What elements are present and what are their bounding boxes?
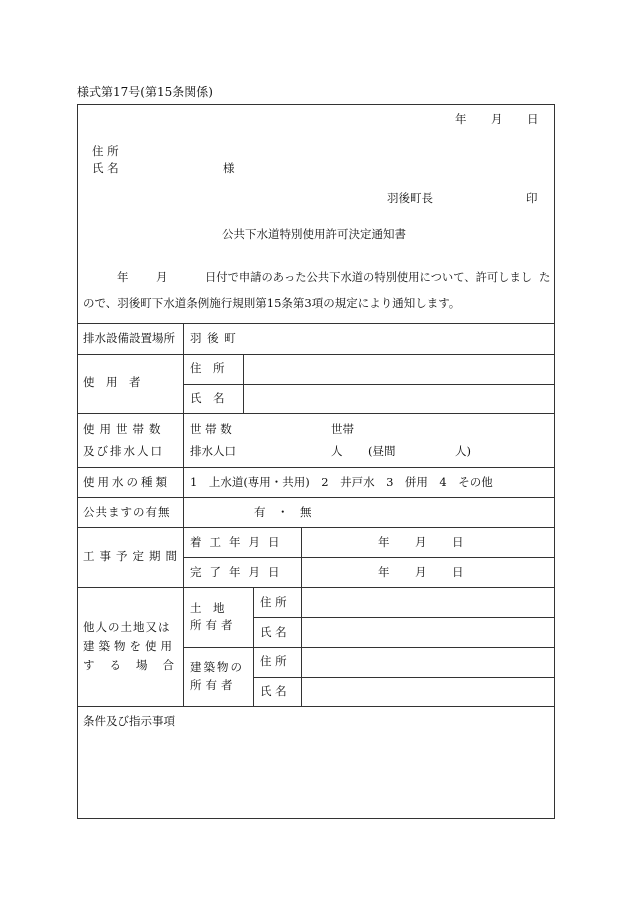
start-year: 年 [378,535,390,549]
owner-type-divider [253,587,254,706]
land-owner-label-line-2: 所有者 [190,618,237,632]
honorific: 様 [223,161,235,175]
start-month: 月 [415,535,427,549]
daytime-population-open: (昼間 [368,444,396,458]
user-address-label: 住 所 [190,361,225,375]
recipient-address-label: 住 所 [92,144,119,158]
user-label-text: 使 用 者 [83,375,141,389]
rule-after-household [77,467,555,468]
daytime-population-close: 人) [455,444,471,458]
table-top-rule [77,323,555,324]
body-line-2: ので、羽後町下水道条例施行規則第15条第3項の規定により通知します。 [83,296,461,310]
rule-before-conditions [77,706,555,707]
land-owner-name-label: 氏 名 [260,625,287,639]
rule-after-basin [77,527,555,528]
start-day: 日 [452,535,464,549]
land-owner-label-line-1: 土 地 [190,601,225,615]
household-unit: 世帯 [331,422,354,436]
owner-field-divider [301,587,302,706]
user-subcolumn-divider [243,354,244,413]
household-label-line-2: 及び排水人口 [83,444,164,458]
form-number: 様式第17号(第15条関係) [77,85,213,99]
population-unit: 人 [331,444,343,458]
rule-building-mid [253,677,555,678]
body-line-1: 日付で申請のあった公共下水道の特別使用について、許可しまし [205,271,533,284]
end-year: 年 [378,565,390,579]
household-count-label: 世 帯 数 [190,422,232,436]
other-land-label-line-1: 他人の土地又は [83,620,171,634]
date-month-label: 月 [491,112,503,126]
recipient-name-label: 氏 名 [92,161,119,175]
user-name-label: 氏 名 [190,391,225,405]
body-year: 年 [117,270,129,284]
rule-construction-mid [183,557,555,558]
issuer-title: 羽後町長 [387,191,433,205]
construction-subcolumn-divider [301,527,302,587]
rule-user-mid [183,384,555,385]
location-value: 羽 後 町 [190,331,237,345]
conditions-label: 条件及び指示事項 [83,714,175,728]
rule-after-water [77,497,555,498]
building-owner-label-line-1: 建築物の [190,660,244,674]
label-column-divider [183,323,184,706]
end-month: 月 [415,565,427,579]
building-owner-address-label: 住 所 [260,654,287,668]
rule-after-user [77,413,555,414]
body-line-1-end: た [539,270,551,284]
public-basin-label: 公共ますの有無 [83,505,171,519]
body-month: 月 [156,270,168,284]
other-land-label-line-3: する場合 [83,658,189,672]
land-owner-address-label: 住 所 [260,595,287,609]
location-label: 排水設備設置場所 [83,331,175,345]
rule-land-mid [253,617,555,618]
other-land-label-line-2: 建築物を使用 [83,639,176,653]
construction-period-label: 工事予定期間 [83,549,182,563]
end-day: 日 [452,565,464,579]
document-title: 公共下水道特別使用許可決定通知書 [222,227,406,241]
household-label-line-1: 使用世帯数 [83,422,166,436]
construction-end-label: 完了年月日 [190,565,288,579]
water-type-label: 使用水の種類 [83,475,170,489]
seal-mark: 印 [526,191,538,205]
form-frame [77,104,555,819]
population-label: 排水人口 [190,444,236,458]
water-type-options: 1 上水道(専用・共用) 2 井戸水 3 併用 4 その他 [190,475,493,489]
rule-after-location [77,354,555,355]
user-label [83,377,177,389]
construction-start-label: 着工年月日 [190,535,288,549]
public-basin-value: 有 ・ 無 [254,505,312,519]
date-year-label: 年 [455,112,467,126]
building-owner-label-line-2: 所有者 [190,678,237,692]
building-owner-name-label: 氏 名 [260,684,287,698]
date-day-label: 日 [527,112,539,126]
rule-land-building [183,647,555,648]
rule-after-construction [77,587,555,588]
